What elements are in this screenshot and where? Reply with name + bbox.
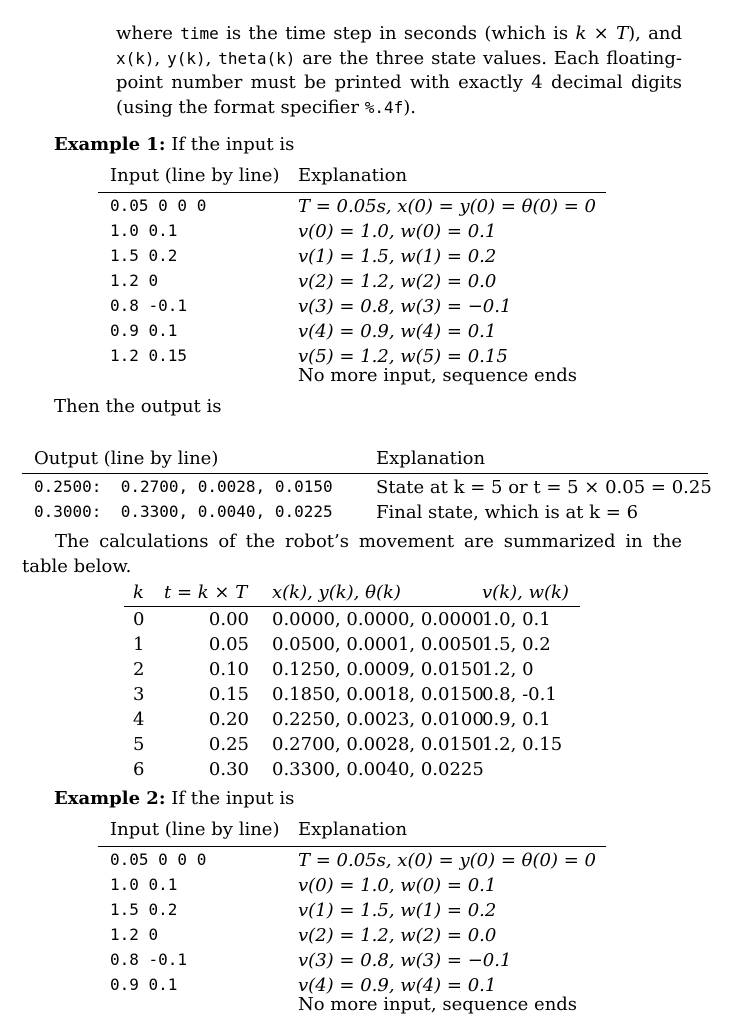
example1-heading: Example 1: If the input is xyxy=(54,134,295,155)
end-note: No more input, sequence ends xyxy=(298,994,578,1015)
code-time: time xyxy=(180,24,219,43)
output-table: Output (line by line) Explanation 0.2500: 0.2700, 0.0028, 0.0150 State at k = 5 or t = 5 × 0.05 = 0.25 0.3000: 0.3300, 0.0040, 0.0225 Final state, which is at k = 6 xyxy=(22,448,712,528)
end-note: No more input, sequence ends xyxy=(298,365,578,386)
example2-heading: Example 2: If the input is xyxy=(54,788,295,809)
calc-table: k t = k × T x(k), y(k), θ(k) v(k), w(k) 0 0.00 0.0000, 0.0000, 0.0000 1.0, 0.1 1 0.05 0.0500, 0.0001, 0.0050 1.5, 0.2 2 0.10 0.1250, 0.0009, 0.0150 1.2, 0 3 0.15 0.1850, 0.0018, 0.0150 0.8, -0.1 4 0.20 0.2250, 0.0023, 0.0100 0.9, 0.1 5 0.25 0.2700, 0.0028, 0.0150 1.2, 0.15 6 0.30 0.3300, 0.0040, 0.0225 xyxy=(124,582,584,782)
math-kT: k × T xyxy=(575,23,629,44)
summary-paragraph: The calculations of the robot’s movement are summarized in the table below. xyxy=(22,531,682,577)
code-y: y(k) xyxy=(167,48,206,68)
example2-input-table: Input (line by line) Explanation 0.05 0 0 0 T = 0.05s, x(0) = y(0) = θ(0) = 0 1.0 0.1 v(0) = 1.0, w(0) = 0.1 1.5 0.2 v(1) = 1.5, w(1) = 0.2 1.2 0 v(2) = 1.2, w(2) = 0.0 0.8 -0.1 v(3) = 0.8, w(3) = −0.1 0.9 0.1 v(4) = 0.9, w(4) = 0.1 No more input, sequence ends xyxy=(98,819,608,1023)
intro-paragraph: where time is the time step in seconds (which is k × T), and x(k), y(k), theta(k) are the three state values. Each floating-point number must be printed with exactly 4 decimal digits (using the format specifier %.4f). xyxy=(116,23,682,118)
header-rule xyxy=(98,192,606,193)
code-theta: theta(k) xyxy=(218,48,296,68)
code-format: %.4f xyxy=(364,97,404,117)
then-output-text: Then the output is xyxy=(54,396,222,417)
header-rule xyxy=(124,606,580,607)
example1-input-table: Input (line by line) Explanation 0.05 0 0 0 T = 0.05s, x(0) = y(0) = θ(0) = 0 1.0 0.1 v(0) = 1.0, w(0) = 0.1 1.5 0.2 v(1) = 1.5, w(1) = 0.2 1.2 0 v(2) = 1.2, w(2) = 0.0 0.8 -0.1 v(3) = 0.8, w(3) = −0.1 0.9 0.1 v(4) = 0.9, w(4) = 0.1 1.2 0.15 v(5) = 1.2, w(5) = 0.15 No more input, sequence ends xyxy=(98,165,608,395)
header-rule xyxy=(98,846,606,847)
header-rule xyxy=(22,473,708,474)
code-x: x(k) xyxy=(116,48,155,68)
